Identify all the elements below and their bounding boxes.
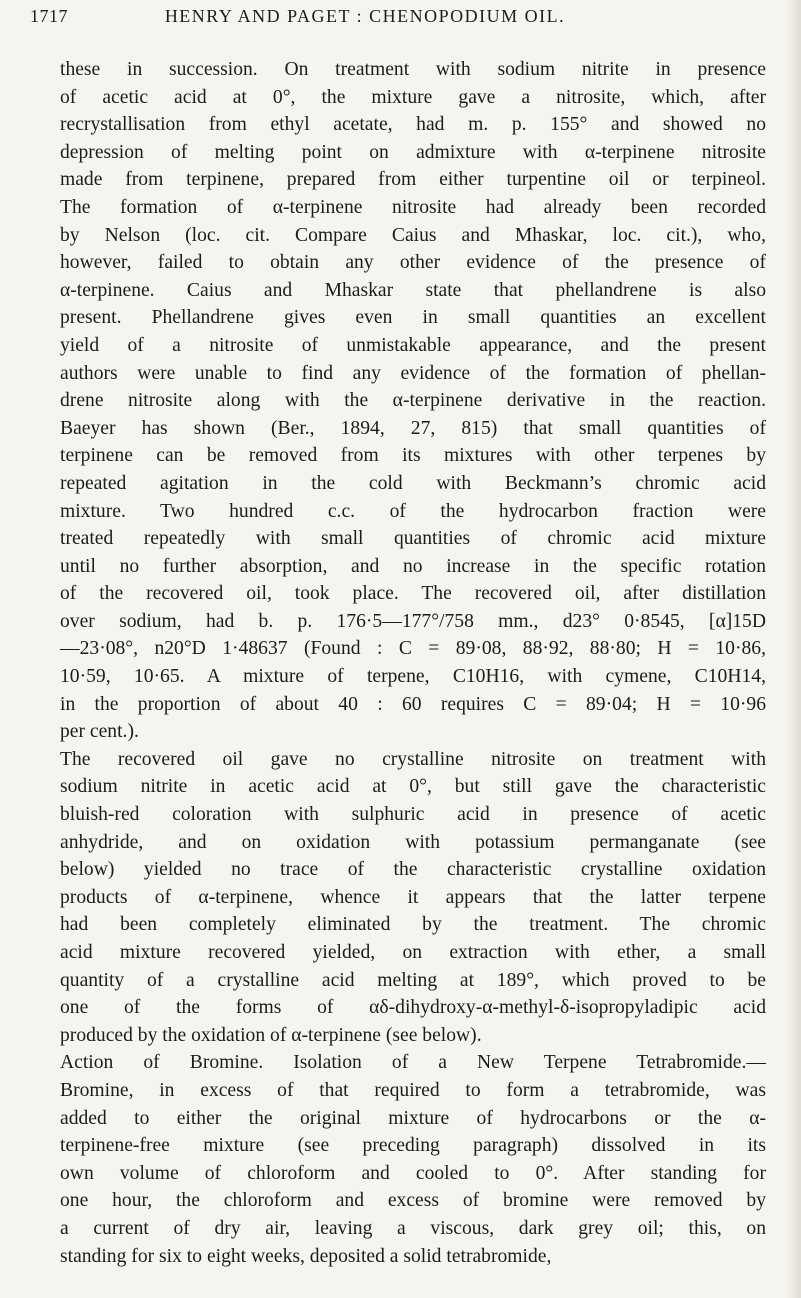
text-line: authors were unable to find any evidence of the formation of phellan- bbox=[60, 362, 766, 384]
text-line: over sodium, had b. p. 176·5—177°/758 mm., d23° 0·8545, [α]15D bbox=[60, 610, 766, 632]
text-line: present. Phellandrene gives even in small quantities an excellent bbox=[60, 307, 766, 329]
text-line: had been completely eliminated by the treatment. The chromic bbox=[60, 914, 766, 936]
text-line: terpinene can be removed from its mixtures with other terpenes by bbox=[60, 445, 766, 467]
text-line: 10·59, 10·65. A mixture of terpene, C10H16, with cymene, C10H14, bbox=[60, 666, 766, 688]
text-line: mixture. Two hundred c.c. of the hydrocarbon fraction were bbox=[60, 500, 766, 522]
text-line: produced by the oxidation of α-terpinene (see below). bbox=[60, 1024, 482, 1046]
article-body bbox=[60, 56, 766, 1270]
text-line: bluish-red coloration with sulphuric acid in presence of acetic bbox=[60, 804, 766, 826]
text-line: standing for six to eight weeks, deposited a solid tetrabromide, bbox=[60, 1245, 552, 1267]
text-line: acid mixture recovered yielded, on extraction with ether, a small bbox=[60, 942, 766, 963]
text-line: quantity of a crystalline acid melting at 189°, which proved to be bbox=[60, 969, 766, 991]
text-line: Bromine, in excess of that required to form a tetrabromide, was bbox=[60, 1079, 766, 1101]
text-line: terpinene-free mixture (see preceding paragraph) dissolved in its bbox=[60, 1135, 766, 1157]
text-line: however, failed to obtain any other evidence of the presence of bbox=[60, 252, 766, 274]
text-line: a current of dry air, leaving a viscous, dark grey oil; this, on bbox=[60, 1217, 766, 1239]
text-line: own volume of chloroform and cooled to 0°. After standing for bbox=[60, 1162, 766, 1184]
text-line: Baeyer has shown (Ber., 1894, 27, 815) that small quantities of bbox=[60, 417, 766, 439]
text-line: depression of melting point on admixture with α-terpinene nitrosite bbox=[60, 141, 766, 163]
text-line: products of α-terpinene, whence it appears that the latter terpene bbox=[60, 886, 766, 908]
text-line: The recovered oil gave no crystalline nitrosite on treatment with bbox=[60, 748, 766, 770]
text-line: yield of a nitrosite of unmistakable appearance, and the present bbox=[60, 334, 766, 356]
text-line: per cent.). bbox=[60, 721, 139, 743]
running-title: HENRY AND PAGET : CHENOPODIUM OIL. bbox=[164, 6, 566, 26]
text-line: recrystallisation from ethyl acetate, had m. p. 155° and showed no bbox=[60, 114, 766, 136]
text-line: The formation of α-terpinene nitrosite had already been recorded bbox=[60, 196, 766, 218]
text-line: added to either the original mixture of hydrocarbons or the α- bbox=[60, 1107, 766, 1129]
text-line: one of the forms of αδ-dihydroxy-α-methyl-δ-isopropyladipic acid bbox=[60, 997, 766, 1019]
text-line: treated repeatedly with small quantities of chromic acid mixture bbox=[60, 528, 766, 550]
text-line: of the recovered oil, took place. The recovered oil, after distillation bbox=[60, 583, 766, 605]
text-line: by Nelson (loc. cit. Compare Caius and Mhaskar, loc. cit.), who, bbox=[60, 224, 766, 246]
text-line: one hour, the chloroform and excess of bromine were removed by bbox=[60, 1190, 766, 1212]
text-line: anhydride, and on oxidation with potassium permanganate (see bbox=[60, 831, 766, 853]
text-line: of acetic acid at 0°, the mixture gave a nitrosite, which, after bbox=[60, 86, 766, 108]
text-line: until no further absorption, and no increase in the specific rotation bbox=[60, 555, 766, 577]
page-number: 1717 bbox=[30, 6, 68, 26]
text-line: drene nitrosite along with the α-terpinene derivative in the reaction. bbox=[60, 390, 766, 412]
text-line: below) yielded no trace of the characteristic crystalline oxidation bbox=[60, 859, 766, 881]
page-edge-shadow bbox=[787, 0, 801, 1298]
text-line: repeated agitation in the cold with Beckmann’s chromic acid bbox=[60, 472, 766, 494]
text-line: sodium nitrite in acetic acid at 0°, but still gave the characteristic bbox=[60, 776, 766, 798]
text-line: made from terpinene, prepared from either turpentine oil or terpineol. bbox=[60, 169, 766, 191]
text-line: —23·08°, n20°D 1·48637 (Found : C = 89·08, 88·92, 88·80; H = 10·86, bbox=[60, 638, 766, 660]
text-line: these in succession. On treatment with sodium nitrite in presence bbox=[60, 59, 766, 80]
text-line: in the proportion of about 40 : 60 requires C = 89·04; H = 10·96 bbox=[60, 693, 766, 715]
text-line: Action of Bromine. Isolation of a New Terpene Tetrabromide.— bbox=[60, 1052, 766, 1074]
page-header bbox=[30, 6, 770, 32]
text-line: α-terpinene. Caius and Mhaskar state that phellandrene is also bbox=[60, 279, 766, 301]
